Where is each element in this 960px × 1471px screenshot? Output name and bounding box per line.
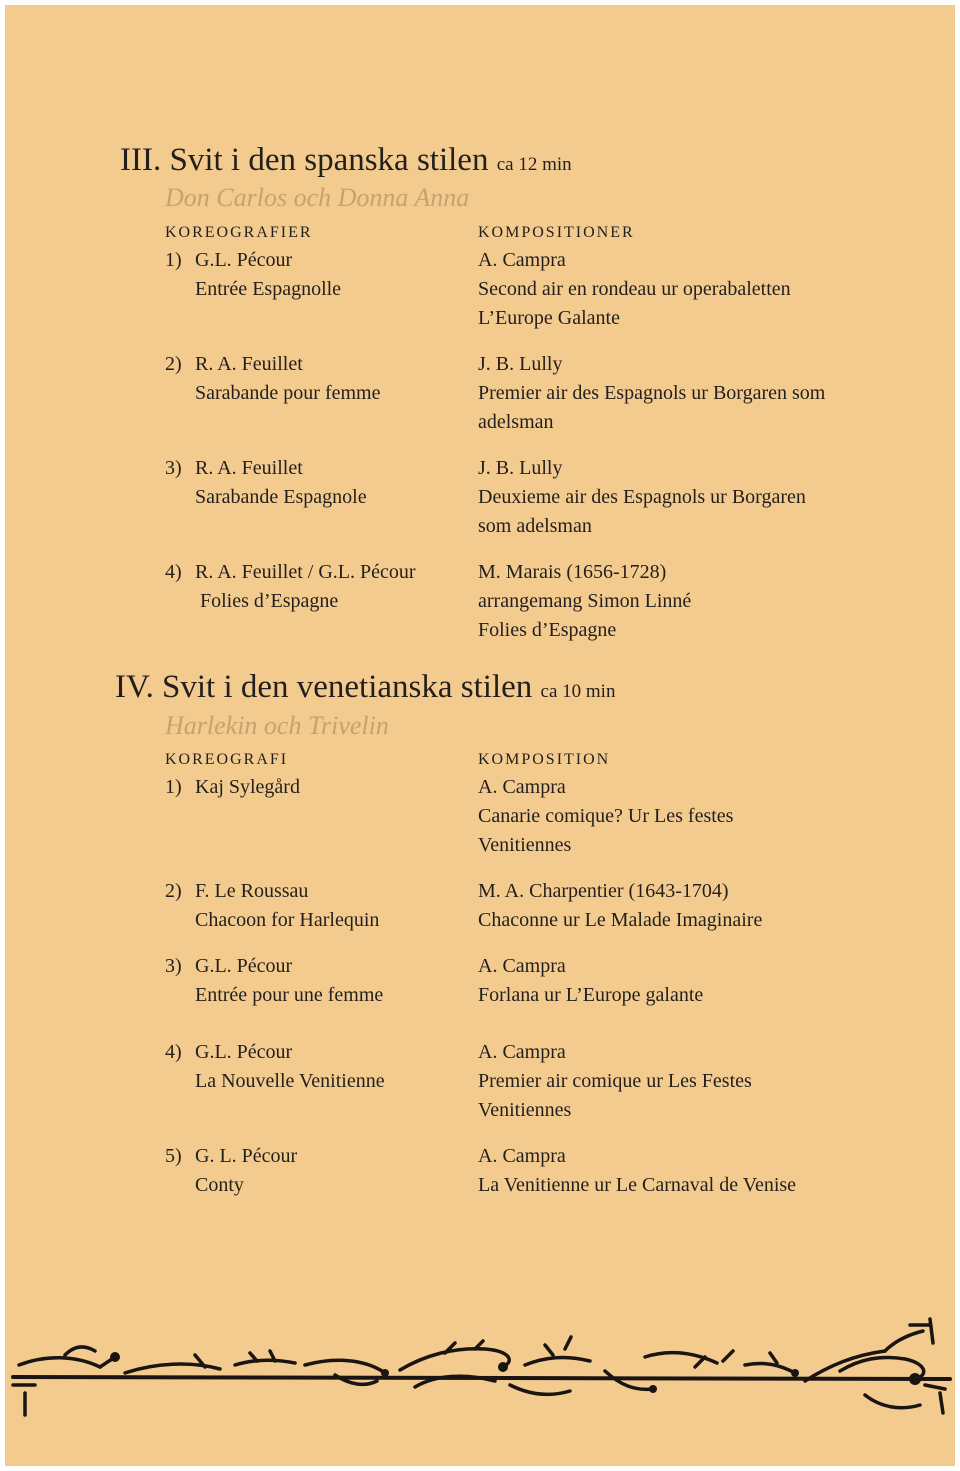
music-title-line: arrangemang Simon Linné: [478, 590, 692, 612]
music-title-line: Folies d’Espagne: [478, 619, 617, 641]
choreographer: G.L. Pécour: [195, 1041, 293, 1063]
composer: A. Campra: [478, 249, 566, 271]
section-duration: ca 12 min: [496, 154, 572, 175]
music-title-line: Canarie comique? Ur Les festes: [478, 805, 734, 827]
dance-title: La Nouvelle Venitienne: [195, 1070, 385, 1092]
section-subtitle: Harlekin och Trivelin: [165, 711, 389, 740]
choreographer: R. A. Feuillet / G.L. Pécour: [195, 561, 416, 583]
dance-title: Sarabande pour femme: [195, 382, 381, 404]
entry-index: 5): [165, 1145, 182, 1167]
music-title-line: Chaconne ur Le Malade Imaginaire: [478, 909, 763, 931]
composer: J. B. Lully: [478, 353, 563, 375]
choreography-heading: KOREOGRAFI: [165, 751, 289, 768]
choreography-entry: [165, 773, 300, 802]
music-title-line: Venitiennes: [478, 1099, 572, 1121]
choreography-entry: [165, 350, 380, 408]
dance-title: Entrée Espagnolle: [195, 278, 342, 300]
section-duration: ca 10 min: [540, 681, 616, 702]
composition-entry: [478, 350, 868, 437]
music-title-line: L’Europe Galante: [478, 307, 620, 329]
music-title-line: Deuxieme air des Espagnols ur Borgaren: [478, 486, 806, 508]
entry-index: 2): [165, 880, 182, 902]
choreographer: G.L. Pécour: [195, 955, 293, 977]
music-title-line: Venitiennes: [478, 834, 572, 856]
section-title: Svit i den venetianska stilen: [162, 669, 533, 705]
choreographer: F. Le Roussau: [195, 880, 309, 902]
entry-index: 3): [165, 955, 182, 977]
composition-entry: [478, 246, 868, 333]
choreography-entry: [165, 246, 341, 304]
section-heading: [115, 667, 615, 712]
entry-index: 3): [165, 457, 182, 479]
dance-title: Entrée pour une femme: [195, 984, 384, 1006]
section-number: IV.: [115, 669, 154, 705]
music-title-line: som adelsman: [478, 515, 592, 537]
music-title-line: Premier air des Espagnols ur Borgaren som: [478, 382, 826, 404]
choreography-entry: [165, 1142, 297, 1200]
composition-entry: [478, 1038, 868, 1125]
music-title-line: Second air en rondeau ur operabaletten: [478, 278, 791, 300]
section-number: III.: [120, 142, 162, 178]
section-heading: [120, 140, 572, 185]
music-title-line: La Venitienne ur Le Carnaval de Venise: [478, 1174, 797, 1196]
composer: J. B. Lully: [478, 457, 563, 479]
dance-title: Chacoon for Harlequin: [195, 909, 380, 931]
composition-entry: [478, 773, 868, 860]
dance-title: Sarabande Espagnole: [195, 486, 367, 508]
entry-index: 4): [165, 561, 182, 583]
section-title: Svit i den spanska stilen: [169, 142, 489, 178]
choreographer: R. A. Feuillet: [195, 353, 303, 375]
composition-entry: [478, 952, 868, 1010]
composition-entry: [478, 454, 868, 541]
composer: A. Campra: [478, 776, 566, 798]
dance-title: Conty: [195, 1174, 244, 1196]
choreography-entry: [165, 454, 367, 512]
choreographer: Kaj Sylegård: [195, 776, 300, 798]
choreographer: R. A. Feuillet: [195, 457, 303, 479]
composer: A. Campra: [478, 955, 566, 977]
choreographer: G. L. Pécour: [195, 1145, 298, 1167]
choreography-entry: [165, 952, 383, 1010]
composition-entry: [478, 1142, 868, 1200]
entry-index: 1): [165, 776, 182, 798]
music-title-line: Premier air comique ur Les Festes: [478, 1070, 752, 1092]
music-title-line: Forlana ur L’Europe galante: [478, 984, 704, 1006]
music-title-line: adelsman: [478, 411, 554, 433]
composer: M. A. Charpentier (1643-1704): [478, 880, 729, 902]
program-page: [5, 5, 955, 1466]
entry-index: 4): [165, 1041, 182, 1063]
composer: A. Campra: [478, 1145, 566, 1167]
dance-notation-ornament: [5, 1315, 955, 1425]
entry-index: 2): [165, 353, 182, 375]
choreography-entry: [165, 1038, 385, 1096]
dance-title: Folies d’Espagne: [200, 590, 339, 612]
entry-index: 1): [165, 249, 182, 271]
composer: M. Marais (1656-1728): [478, 561, 667, 583]
choreography-heading: KOREOGRAFIER: [165, 224, 313, 241]
composition-entry: [478, 558, 868, 645]
composer: A. Campra: [478, 1041, 566, 1063]
composition-heading: KOMPOSITIONER: [478, 224, 635, 241]
choreography-entry: [165, 558, 416, 616]
composition-heading: KOMPOSITION: [478, 751, 611, 768]
composition-entry: [478, 877, 868, 935]
section-subtitle: Don Carlos och Donna Anna: [165, 183, 470, 212]
choreography-entry: [165, 877, 379, 935]
choreographer: G.L. Pécour: [195, 249, 293, 271]
